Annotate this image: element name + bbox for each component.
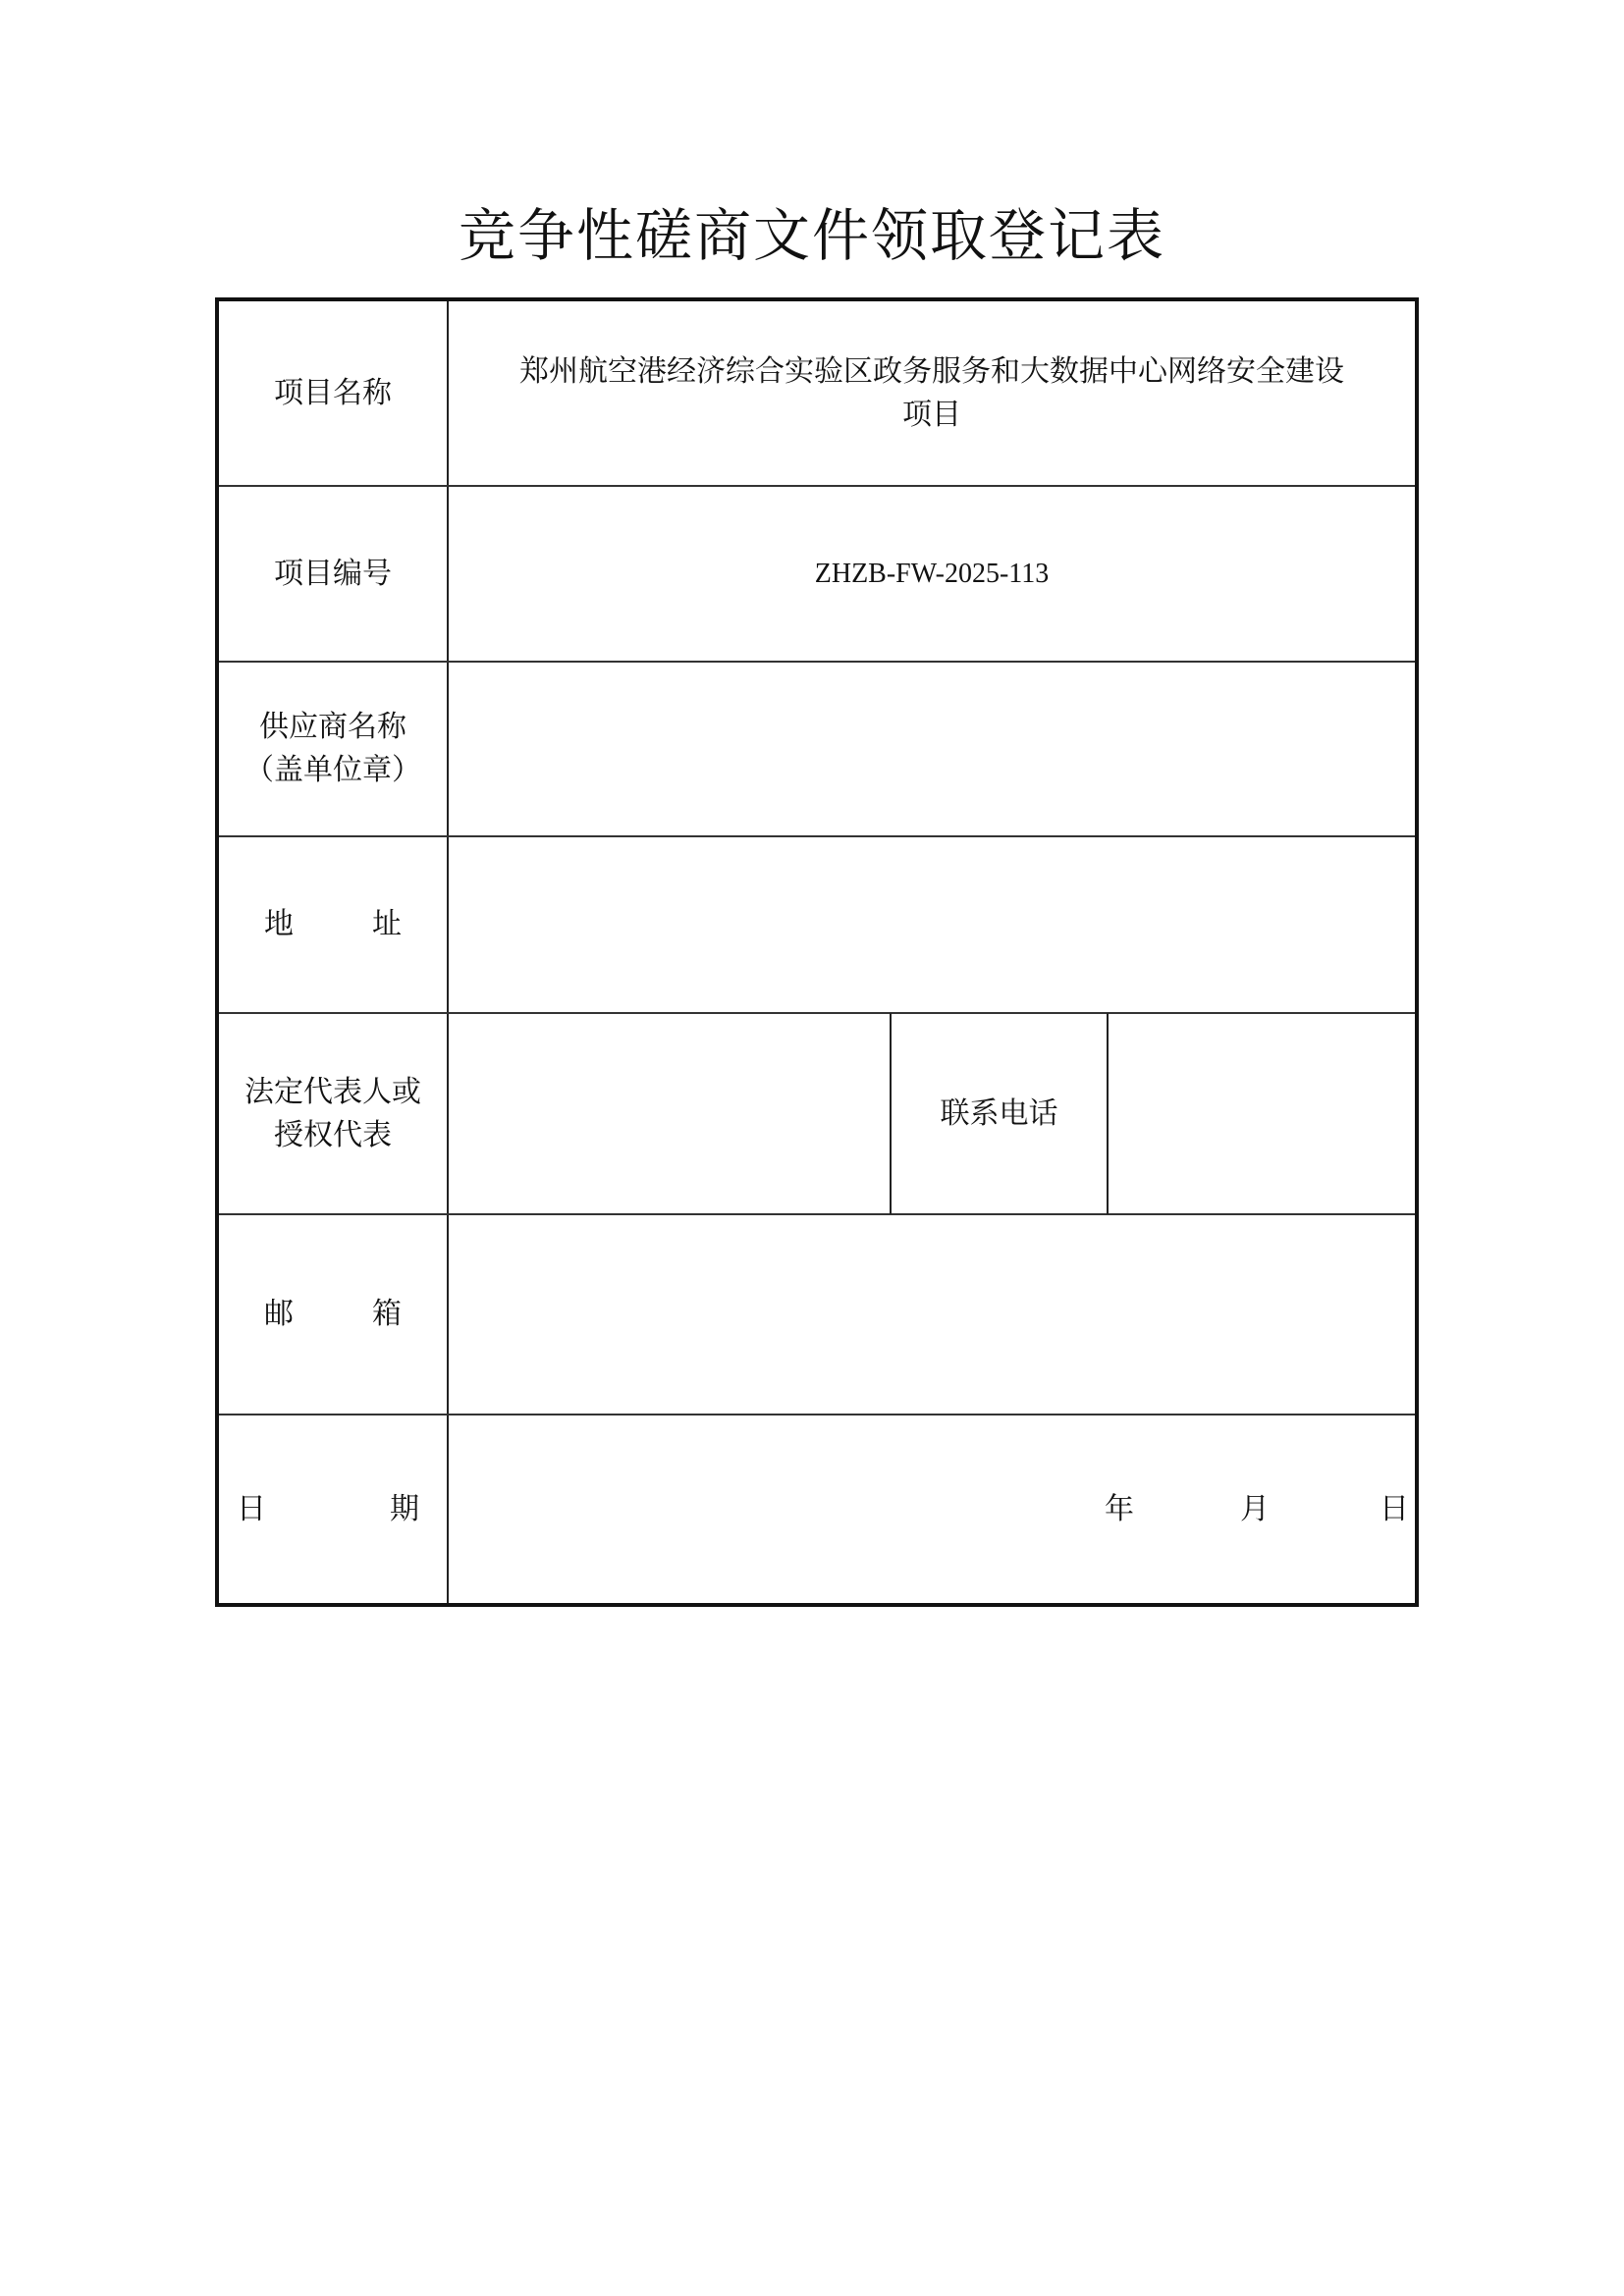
project-number-value: ZHZB-FW-2025-113 <box>814 558 1050 589</box>
page-title: 竞争性磋商文件领取登记表 <box>458 202 1165 269</box>
contact-phone-label: 联系电话 <box>940 1095 1058 1131</box>
address-label: 地 址 <box>264 907 402 941</box>
contact-phone-field[interactable] <box>1109 1014 1415 1213</box>
date-label: 日 期 <box>237 1491 419 1526</box>
legal-representative-label: 法定代表人或 授权代表 <box>244 1074 421 1152</box>
project-number-label: 项目编号 <box>274 556 392 591</box>
registration-form-table <box>215 297 1419 1607</box>
date-year-suffix: 年 <box>1105 1491 1134 1526</box>
email-label: 邮 箱 <box>264 1297 402 1331</box>
supplier-name-label: 供应商名称 （盖单位章） <box>244 710 421 787</box>
project-name-value <box>449 301 1415 485</box>
project-name-line-2: 项目 <box>902 397 961 432</box>
address-field[interactable] <box>449 837 1415 1012</box>
date-month-suffix: 月 <box>1240 1491 1270 1526</box>
date-field[interactable] <box>449 1415 1415 1603</box>
project-name-label: 项目名称 <box>274 375 392 410</box>
supplier-name-field[interactable] <box>449 663 1415 835</box>
date-day-suffix: 日 <box>1380 1491 1409 1526</box>
email-field[interactable] <box>449 1215 1415 1414</box>
project-name-line-1: 郑州航空港经济综合实验区政务服务和大数据中心网络安全建设 <box>519 353 1344 389</box>
legal-representative-field[interactable] <box>449 1014 890 1213</box>
